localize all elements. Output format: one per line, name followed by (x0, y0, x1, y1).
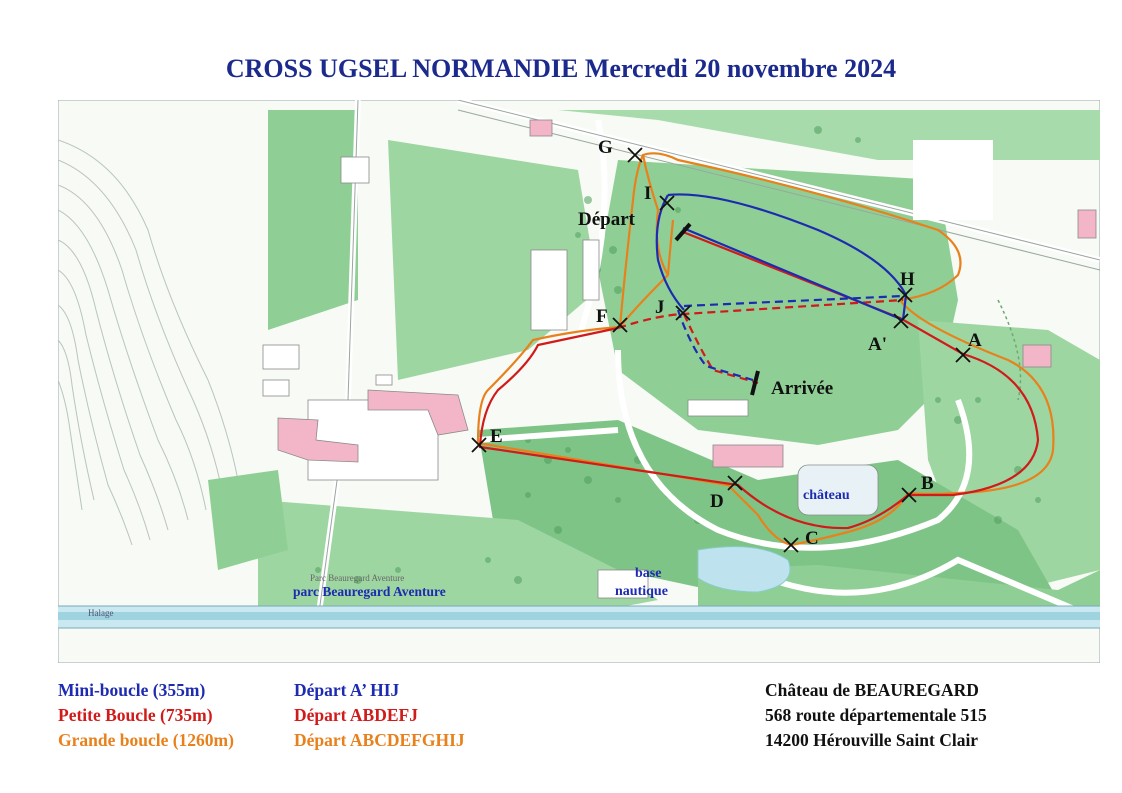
checkpoint-c-label: C (805, 528, 819, 549)
checkpoint-d-label: D (710, 491, 724, 512)
checkpoint-f-label: F (596, 306, 608, 327)
address-line-1: Château de BEAUREGARD (765, 680, 979, 700)
arrivee-label: Arrivée (771, 378, 834, 399)
address-line-3: 14200 Hérouville Saint Clair (765, 730, 979, 750)
loop-legend (58, 678, 234, 753)
address-block (765, 678, 987, 753)
checkpoint-i-label: I (644, 183, 652, 204)
pond (698, 547, 790, 592)
checkpoint-j-label: J (655, 297, 665, 318)
checkpoint-a-prime-label: A' (868, 334, 887, 355)
checkpoint-g-label: G (598, 137, 613, 158)
depart-label: Départ (578, 209, 635, 230)
legend-grande-boucle: Grande boucle (1260m) (58, 730, 234, 750)
parc-aventure-small-label: Parc Beauregard Aventure (310, 573, 405, 583)
start-legend (294, 678, 465, 753)
halage-label: Halage (88, 608, 114, 618)
nautique-label: nautique (615, 584, 668, 599)
parc-aventure-label: parc Beauregard Aventure (293, 584, 446, 599)
legend-mini-depart: Départ A’ HIJ (294, 680, 400, 700)
checkpoint-b-label: B (921, 473, 934, 494)
checkpoint-h-label: H (900, 269, 915, 290)
checkpoint-e-label: E (490, 426, 503, 447)
base-label: base (635, 566, 662, 581)
chateau-label: château (803, 488, 850, 503)
legend-petite-boucle: Petite Boucle (735m) (58, 705, 213, 725)
course-map (58, 100, 1100, 663)
legend-mini-boucle: Mini-boucle (355m) (58, 680, 206, 700)
legend-grande-depart: Départ ABCDEFGHIJ (294, 730, 465, 750)
page-title: CROSS UGSEL NORMANDIE Mercredi 20 novembre 2024 (225, 54, 897, 83)
checkpoint-a-label: A (968, 330, 982, 351)
address-line-2: 568 route départementale 515 (765, 705, 987, 725)
legend-petite-depart: Départ ABDEFJ (294, 705, 418, 725)
canal (58, 606, 1100, 628)
